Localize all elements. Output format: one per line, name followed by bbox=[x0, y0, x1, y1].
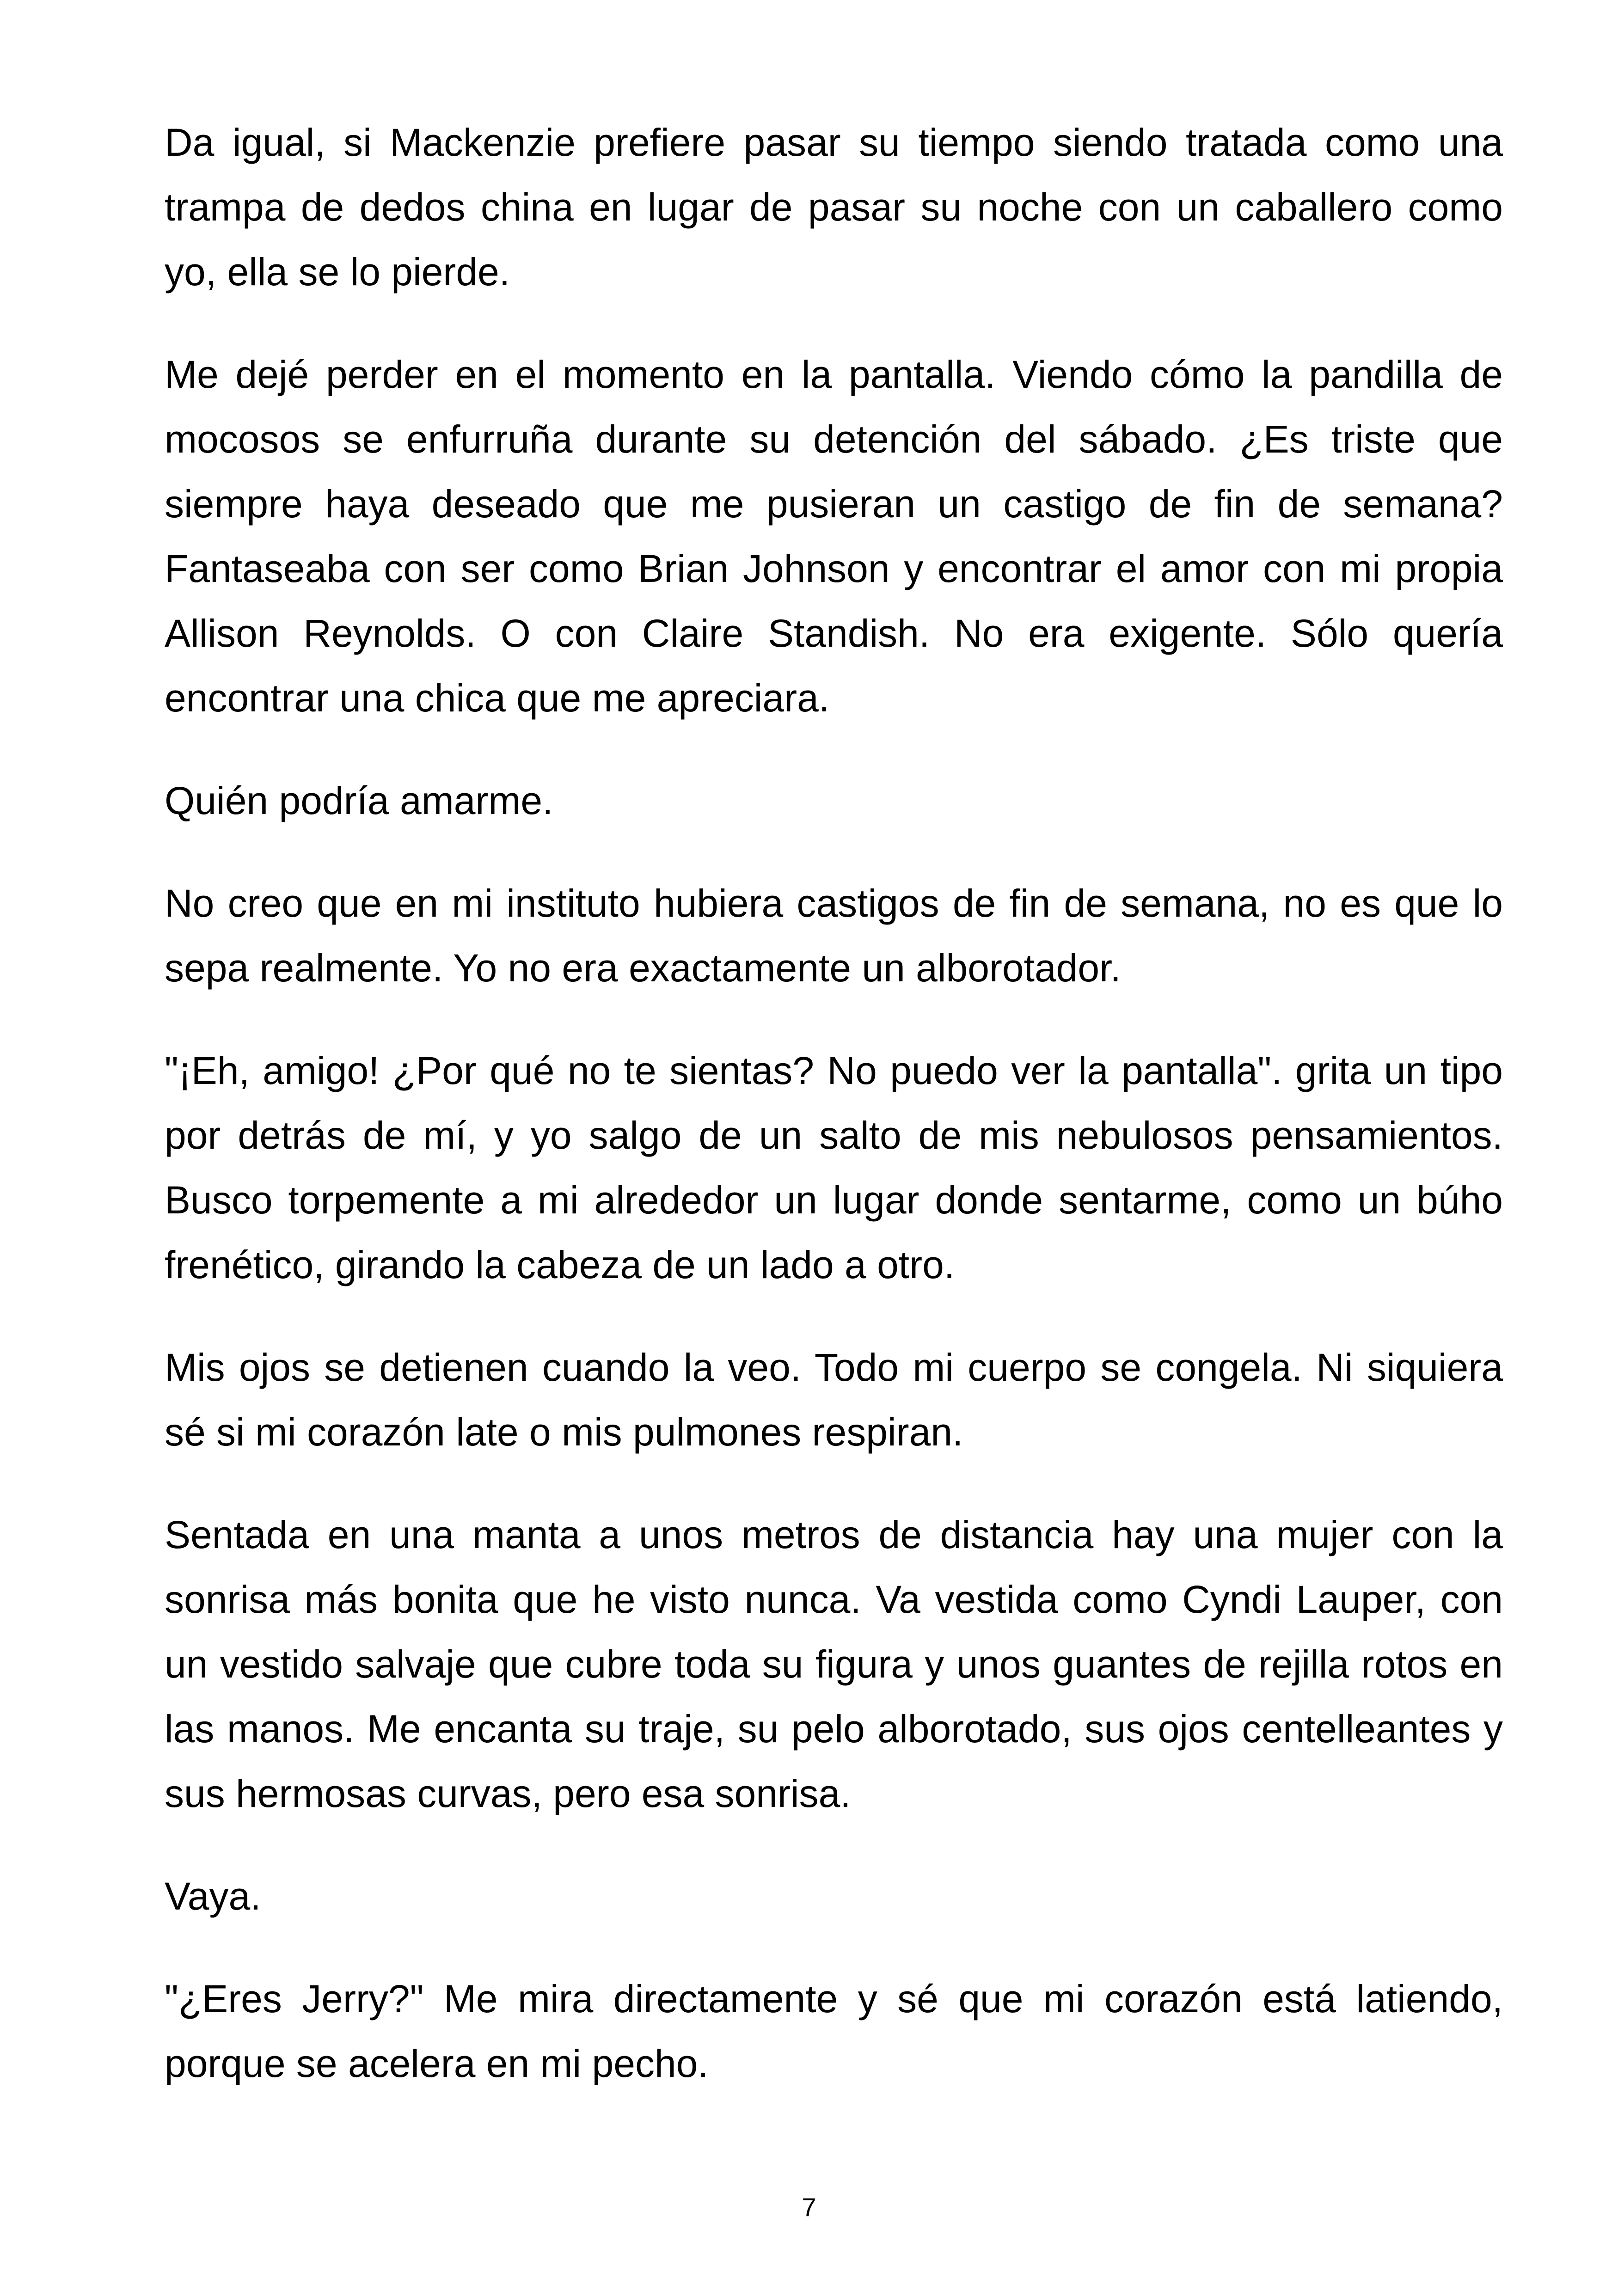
paragraph-8: Vaya. bbox=[165, 1874, 261, 1918]
paragraph-4: No creo que en mi instituto hubiera castigos de fin de semana, no es que lo sepa realmente. Yo no era exactamente un alborotador. bbox=[165, 882, 1503, 990]
body-text bbox=[165, 110, 1503, 2134]
page-number: 7 bbox=[802, 2192, 816, 2222]
paragraph-7: Sentada en una manta a unos metros de distancia hay una mujer con la sonrisa más bonita que he visto nunca. Va vestida como Cyndi Lauper, con un vestido salvaje que cubre toda su figura y unos guantes de rejilla rotos en las manos. Me encanta su traje, su pelo alborotado, sus ojos centelleantes y sus hermosas curvas, pero esa sonrisa. bbox=[165, 1513, 1503, 1815]
paragraph-3: Quién podría amarme. bbox=[165, 779, 553, 822]
paragraph-2: Me dejé perder en el momento en la pantalla. Viendo cómo la pandilla de mocosos se enfurruña durante su detención del sábado. ¿Es triste que siempre haya deseado que me pusieran un castigo de fin de semana? Fantaseaba con ser como Brian Johnson y encontrar el amor con mi propia Allison Reynolds. O con Claire Standish. No era exigente. Sólo quería encontrar una chica que me apreciara. bbox=[165, 353, 1503, 720]
paragraph-9: "¿Eres Jerry?" Me mira directamente y sé que mi corazón está latiendo, porque se acelera en mi pecho. bbox=[165, 1977, 1503, 2085]
paragraph-6: Mis ojos se detienen cuando la veo. Todo mi cuerpo se congela. Ni siquiera sé si mi corazón late o mis pulmones respiran. bbox=[165, 1346, 1503, 1454]
paragraph-5: "¡Eh, amigo! ¿Por qué no te sientas? No puedo ver la pantalla". grita un tipo por detrás de mí, y yo salgo de un salto de mis nebulosos pensamientos. Busco torpemente a mi alrededor un lugar donde sentarme, como un búho frenético, girando la cabeza de un lado a otro. bbox=[165, 1049, 1503, 1286]
paragraph-1: Da igual, si Mackenzie prefiere pasar su tiempo siendo tratada como una trampa de dedos china en lugar de pasar su noche con un caballero como yo, ella se lo pierde. bbox=[165, 121, 1503, 294]
